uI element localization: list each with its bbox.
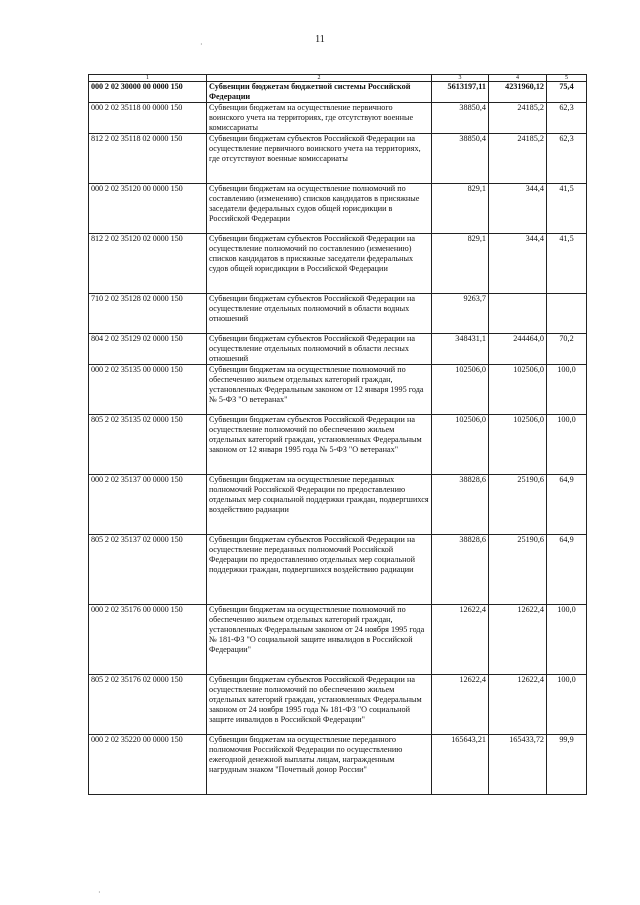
- percent-cell: 62,3: [547, 134, 587, 184]
- actual-amount-cell: 4231960,12: [489, 82, 547, 103]
- table-row: [89, 535, 587, 605]
- plan-amount-cell: 9263,7: [432, 294, 489, 334]
- table-row: [89, 475, 587, 535]
- column-header-3: 3: [432, 75, 489, 82]
- budget-code-cell: 804 2 02 35129 02 0000 150: [89, 334, 207, 365]
- actual-amount-cell: 25190,6: [489, 535, 547, 605]
- percent-cell: 100,0: [547, 675, 587, 735]
- table-row: [89, 735, 587, 795]
- budget-code-cell: 000 2 02 35118 00 0000 150: [89, 103, 207, 134]
- description-cell: Субвенции бюджетам на осуществление полномочий по обеспечению жильем отдельных категорий граждан, установленных Федеральным законом от 12 января 1995 года № 5-ФЗ "О ветеранах": [207, 365, 432, 415]
- description-cell: Субвенции бюджетам на осуществление первичного воинского учета на территориях, где отсутствуют военные комиссариаты: [207, 103, 432, 134]
- budget-code-cell: 805 2 02 35135 02 0000 150: [89, 415, 207, 475]
- budget-code-cell: 000 2 02 35120 00 0000 150: [89, 184, 207, 234]
- budget-code-cell: 000 2 02 35135 00 0000 150: [89, 365, 207, 415]
- actual-amount-cell: 344,4: [489, 234, 547, 294]
- plan-amount-cell: 38850,4: [432, 103, 489, 134]
- table-row: [89, 184, 587, 234]
- table-row: [89, 103, 587, 134]
- budget-code-cell: 805 2 02 35137 02 0000 150: [89, 535, 207, 605]
- plan-amount-cell: 348431,1: [432, 334, 489, 365]
- actual-amount-cell: 24185,2: [489, 103, 547, 134]
- column-header-1: 1: [89, 75, 207, 82]
- description-cell: Субвенции бюджетам субъектов Российской Федерации на осуществление переданных полномочий Российской Федерации по предоставлению отдельных мер социальной поддержки граждан, подвергшихся воздействию радиации: [207, 535, 432, 605]
- actual-amount-cell: 102506,0: [489, 365, 547, 415]
- description-cell: Субвенции бюджетам бюджетной системы Российской Федерации: [207, 82, 432, 103]
- percent-cell: 41,5: [547, 234, 587, 294]
- actual-amount-cell: [489, 294, 547, 334]
- percent-cell: 100,0: [547, 415, 587, 475]
- plan-amount-cell: 829,1: [432, 184, 489, 234]
- table-row: [89, 82, 587, 103]
- plan-amount-cell: 102506,0: [432, 415, 489, 475]
- plan-amount-cell: 12622,4: [432, 605, 489, 675]
- table-row: [89, 365, 587, 415]
- budget-code-cell: 812 2 02 35118 02 0000 150: [89, 134, 207, 184]
- budget-code-cell: 710 2 02 35128 02 0000 150: [89, 294, 207, 334]
- plan-amount-cell: 829,1: [432, 234, 489, 294]
- description-cell: Субвенции бюджетам субъектов Российской Федерации на осуществление отдельных полномочий в области водных отношений: [207, 294, 432, 334]
- plan-amount-cell: 165643,21: [432, 735, 489, 795]
- budget-code-cell: 000 2 02 35220 00 0000 150: [89, 735, 207, 795]
- plan-amount-cell: 102506,0: [432, 365, 489, 415]
- plan-amount-cell: 38828,6: [432, 475, 489, 535]
- table-row: [89, 234, 587, 294]
- column-header-2: 2: [207, 75, 432, 82]
- budget-code-cell: 000 2 02 35137 00 0000 150: [89, 475, 207, 535]
- table-row: [89, 294, 587, 334]
- plan-amount-cell: 38850,4: [432, 134, 489, 184]
- description-cell: Субвенции бюджетам на осуществление полномочий по составлению (изменению) списков кандидатов в присяжные заседатели федеральных судов общей юрисдикции в Российской Федерации: [207, 184, 432, 234]
- table-row: [89, 415, 587, 475]
- percent-cell: 64,9: [547, 475, 587, 535]
- description-cell: Субвенции бюджетам на осуществление переданного полномочия Российской Федерации по осуществлению ежегодной денежной выплаты лицам, награжденным нагрудным знаком "Почетный донор России": [207, 735, 432, 795]
- plan-amount-cell: 12622,4: [432, 675, 489, 735]
- description-cell: Субвенции бюджетам на осуществление переданных полномочий Российской Федерации по предоставлению отдельных мер социальной поддержки граждан, подвергшихся воздействию радиации: [207, 475, 432, 535]
- percent-cell: 99,9: [547, 735, 587, 795]
- table-row: [89, 605, 587, 675]
- actual-amount-cell: 165433,72: [489, 735, 547, 795]
- percent-cell: 70,2: [547, 334, 587, 365]
- description-cell: Субвенции бюджетам субъектов Российской Федерации на осуществление отдельных полномочий в области лесных отношений: [207, 334, 432, 365]
- budget-code-cell: 000 2 02 35176 00 0000 150: [89, 605, 207, 675]
- budget-table: [88, 74, 587, 795]
- column-number-row: [89, 75, 587, 82]
- percent-cell: [547, 294, 587, 334]
- percent-cell: 64,9: [547, 535, 587, 605]
- page-number: 11: [315, 34, 325, 45]
- description-cell: Субвенции бюджетам субъектов Российской Федерации на осуществление полномочий по обеспечению жильем отдельных категорий граждан, установленных Федеральным законом от 12 января 1995 года № 5-ФЗ "О ветеранах": [207, 415, 432, 475]
- percent-cell: 100,0: [547, 605, 587, 675]
- budget-code-cell: 805 2 02 35176 02 0000 150: [89, 675, 207, 735]
- percent-cell: 100,0: [547, 365, 587, 415]
- actual-amount-cell: 12622,4: [489, 605, 547, 675]
- table-row: [89, 134, 587, 184]
- scan-speck: ·: [200, 40, 203, 49]
- actual-amount-cell: 244464,0: [489, 334, 547, 365]
- budget-code-cell: 812 2 02 35120 02 0000 150: [89, 234, 207, 294]
- actual-amount-cell: 25190,6: [489, 475, 547, 535]
- table-row: [89, 334, 587, 365]
- plan-amount-cell: 38828,6: [432, 535, 489, 605]
- percent-cell: 75,4: [547, 82, 587, 103]
- table-row: [89, 675, 587, 735]
- actual-amount-cell: 102506,0: [489, 415, 547, 475]
- description-cell: Субвенции бюджетам на осуществление полномочий по обеспечению жильем отдельных категорий граждан, установленных Федеральным законом от 24 ноября 1995 года № 181-ФЗ "О социальной защите инвалидов в Российской Федерации": [207, 605, 432, 675]
- plan-amount-cell: 5613197,11: [432, 82, 489, 103]
- description-cell: Субвенции бюджетам субъектов Российской Федерации на осуществление полномочий по обеспечению жильем отдельных категорий граждан, установленных Федеральным законом от 24 ноября 1995 года № 181-ФЗ "О социальной защите инвалидов в Российской Федерации": [207, 675, 432, 735]
- actual-amount-cell: 24185,2: [489, 134, 547, 184]
- actual-amount-cell: 12622,4: [489, 675, 547, 735]
- percent-cell: 62,3: [547, 103, 587, 134]
- description-cell: Субвенции бюджетам субъектов Российской Федерации на осуществление первичного воинского учета на территориях, где отсутствуют военные комиссариаты: [207, 134, 432, 184]
- budget-code-cell: 000 2 02 30000 00 0000 150: [89, 82, 207, 103]
- table-body: [89, 75, 587, 795]
- percent-cell: 41,5: [547, 184, 587, 234]
- actual-amount-cell: 344,4: [489, 184, 547, 234]
- column-header-4: 4: [489, 75, 547, 82]
- column-header-5: 5: [547, 75, 587, 82]
- description-cell: Субвенции бюджетам субъектов Российской Федерации на осуществление полномочий по составлению (изменению) списков кандидатов в присяжные заседатели федеральных судов общей юрисдикции в Российской Федерации: [207, 234, 432, 294]
- scan-speck: ·: [98, 888, 101, 897]
